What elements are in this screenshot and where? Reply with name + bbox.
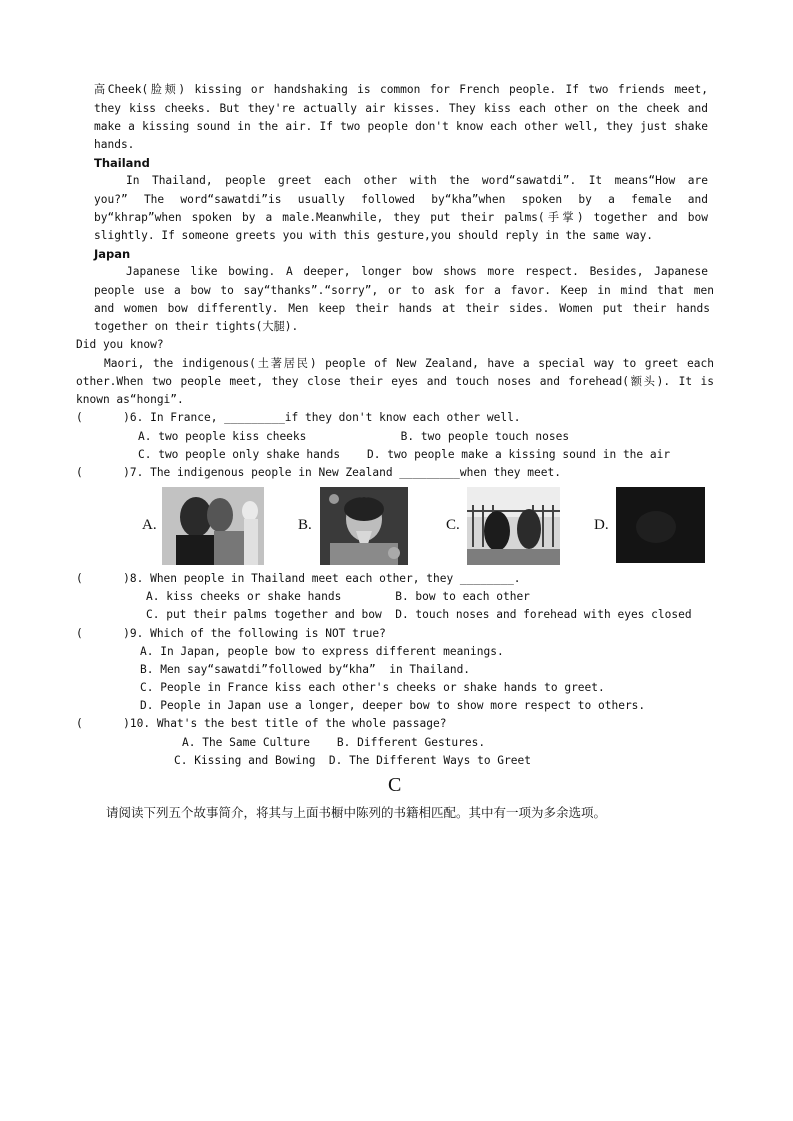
q7-option-b-label: B. [298, 517, 312, 533]
thailand-line-3: by“khrap”when spoken by a male.Meanwhile, they put their palms(手掌) together and bow [94, 211, 708, 224]
thailand-line-4: slightly. If someone greets you with this gesture,you should reply in the same way. [94, 229, 654, 242]
thailand-line-1: In Thailand, people greet each other with the word“sawatdi”. It means“How are [126, 174, 708, 187]
q9-option-b: B. Men say“sawatdi”followed by“kha” in Thailand. [140, 663, 471, 676]
france-line-4: hands. [94, 138, 135, 151]
did-you-know-line-2: other.When two people meet, they close their eyes and touch noses and forehead(额头). It is [76, 375, 714, 388]
q6-options-row2: C. two people only shake hands D. two people make a kissing sound in the air [138, 448, 671, 461]
q6-stem: ( )6. In France, _________if they don't know each other well. [76, 411, 521, 424]
q10-options-row2: C. Kissing and Bowing D. The Different Ways to Greet [174, 754, 531, 767]
q8-options-row2: C. put their palms together and bow D. touch noses and forehead with eyes closed [146, 608, 692, 621]
thailand-line-2: you?” The word“sawatdi”is usually followed by“kha”when spoken by a female and [94, 193, 708, 206]
q7-option-d-label: D. [594, 517, 609, 533]
q6-options-row1: A. two people kiss cheeks B. two people touch noses [138, 430, 570, 443]
did-you-know-line-3: known as“hongi”. [76, 393, 184, 406]
section-c-instruction: 请阅读下列五个故事简介，将其与上面书橱中陈列的书籍相匹配。其中有一项为多余选项。 [106, 805, 607, 820]
japan-heading: Japan [94, 247, 131, 261]
q7-photo-d [616, 487, 705, 565]
q10-options-row1: A. The Same Culture B. Different Gestures. [182, 736, 486, 749]
q9-stem: ( )9. Which of the following is NOT true? [76, 627, 386, 640]
france-line-3: make a kissing sound in the air. If two people don't know each other well, they just shake [94, 120, 708, 133]
q7-photo-a [162, 487, 264, 565]
japan-line-4: together on their tights(大腿). [94, 320, 299, 333]
japan-line-1: Japanese like bowing. A deeper, longer bow shows more respect. Besides, Japanese [126, 265, 708, 278]
q8-options-row1: A. kiss cheeks or shake hands B. bow to each other [146, 590, 530, 603]
japan-line-2: people use a bow to say“thanks”.“sorry”, or to ask for a favor. Keep in mind that men [94, 284, 714, 297]
thailand-heading: Thailand [94, 156, 150, 170]
q8-stem: ( )8. When people in Thailand meet each other, they ________. [76, 572, 521, 585]
q7-stem: ( )7. The indigenous people in New Zealand _________when they meet. [76, 466, 561, 479]
q9-option-c: C. People in France kiss each other's cheeks or shake hands to greet. [140, 681, 605, 694]
q9-option-a: A. In Japan, people bow to express different meanings. [140, 645, 504, 658]
did-you-know-line-1: Maori, the indigenous(土著居民) people of New Zealand, have a special way to greet each [104, 357, 714, 370]
france-line-1: 高Cheek(脸颊) kissing or handshaking is common for French people. If two friends meet, [94, 83, 708, 96]
did-you-know-heading: Did you know? [76, 338, 164, 351]
japan-line-3: and women bow differently. Men keep their hands at their sides. Women put their hands [94, 302, 710, 315]
france-line-2: they kiss cheeks. But they're actually air kisses. They kiss each other on the cheek and [94, 102, 708, 115]
q7-option-a-label: A. [142, 517, 157, 533]
q7-photo-c [467, 487, 560, 565]
section-c-heading: C [388, 774, 402, 796]
q7-option-c-label: C. [446, 517, 460, 533]
q10-stem: ( )10. What's the best title of the whole passage? [76, 717, 447, 730]
q9-option-d: D. People in Japan use a longer, deeper bow to show more respect to others. [140, 699, 646, 712]
q7-photo-b [320, 487, 408, 565]
